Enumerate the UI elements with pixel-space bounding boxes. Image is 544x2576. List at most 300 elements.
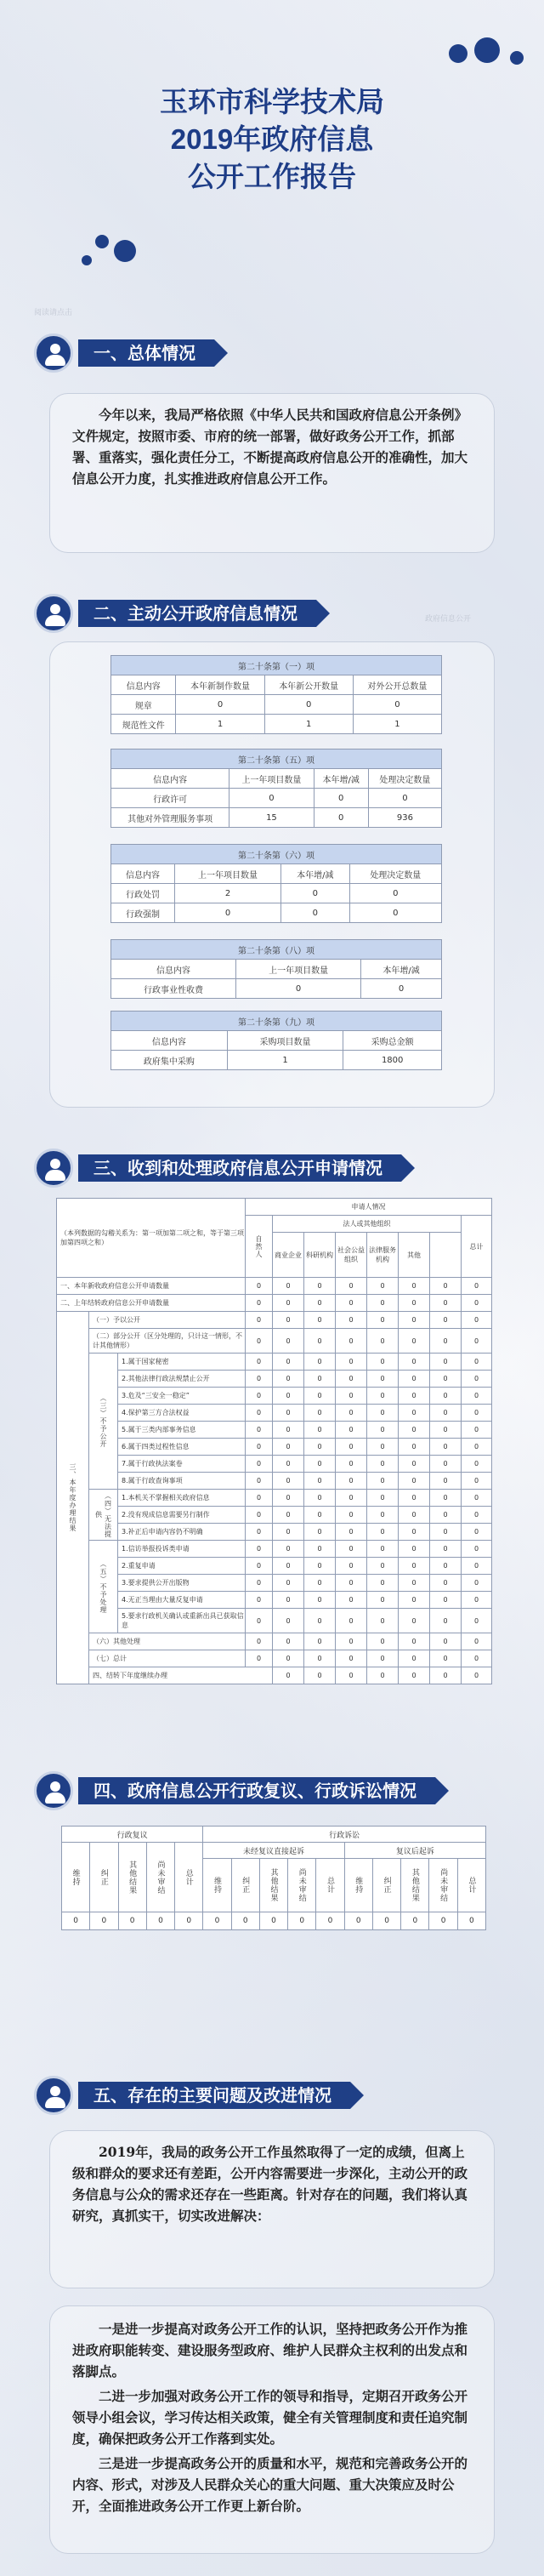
table-cell: 0 xyxy=(304,1388,336,1405)
table-cell: 0 xyxy=(336,1507,367,1524)
table-cell: 0 xyxy=(273,1473,304,1490)
col-header: 采购总金额 xyxy=(343,1031,442,1051)
table-cell: 1 xyxy=(353,715,441,734)
table-cell: 0 xyxy=(336,1633,367,1650)
table-cell: 0 xyxy=(336,1558,367,1575)
table-row xyxy=(62,1912,486,1930)
person-icon xyxy=(34,333,73,373)
col-header: 信息内容 xyxy=(111,675,176,695)
table-cell: 0 xyxy=(336,1490,367,1507)
table-cell: 0 xyxy=(281,884,350,903)
table-cell: 0 xyxy=(367,1507,399,1524)
table-cell: 0 xyxy=(246,1473,273,1490)
title-line-1: 玉环市科学技术局 xyxy=(160,86,384,117)
table-cell: 0 xyxy=(246,1295,273,1312)
col-header: 法人或其他组织 xyxy=(273,1216,462,1233)
table-cell: 0 xyxy=(462,1354,492,1371)
col-header: 本年新制作数量 xyxy=(176,675,264,695)
table-cell: 0 xyxy=(462,1667,492,1684)
title-line-3: 公开工作报告 xyxy=(188,161,356,192)
table-cell: 0 xyxy=(462,1592,492,1609)
table-cell: 0 xyxy=(246,1456,273,1473)
table-cell: 0 xyxy=(399,1667,430,1684)
table-cell: 0 xyxy=(336,1422,367,1439)
table-cell: 0 xyxy=(430,1354,462,1371)
table-cell: 其他结果 xyxy=(118,1843,146,1912)
col-header: 本年新公开数量 xyxy=(264,675,353,695)
table-row xyxy=(57,1278,492,1295)
table-cell: 1 xyxy=(264,715,353,734)
table-cell: 15 xyxy=(230,808,314,828)
col-header: 总计 xyxy=(462,1216,492,1278)
table-cell: 0 xyxy=(430,1507,462,1524)
table-cell: 0 xyxy=(367,1524,399,1541)
improvement-3-text: 三是进一步提高政务公开的质量和水平，规范和完善政务公开的内容、形式，对涉及人民群众关心的重大问题、重大决策应及时公开，全面推进政务公开工作更上新台阶。 xyxy=(72,2455,468,2514)
table-title: 第二十条第（六）项 xyxy=(111,845,442,864)
table-cell: 0 xyxy=(336,1473,367,1490)
table-cell: 一、本年新收政府信息公开申请数量 xyxy=(57,1278,246,1295)
col-header: 采购项目数量 xyxy=(227,1031,343,1051)
decor-dot xyxy=(82,255,92,265)
table-cell: 1.本机关不掌握相关政府信息 xyxy=(118,1490,246,1507)
table-cell: 0 xyxy=(367,1456,399,1473)
table-title: 第二十条第（一）项 xyxy=(111,656,442,675)
table-cell: 0 xyxy=(462,1405,492,1422)
table-cell: 0 xyxy=(399,1558,430,1575)
table-cell: 0 xyxy=(462,1507,492,1524)
table-cell: 3.要求提供公开出版物 xyxy=(118,1575,246,1592)
table-cell: 0 xyxy=(399,1524,430,1541)
table-cell: 0 xyxy=(273,1388,304,1405)
table-cell: 0 xyxy=(336,1295,367,1312)
table-cell: 0 xyxy=(462,1650,492,1667)
table-cell: 0 xyxy=(336,1541,367,1558)
table-cell: 尚未审结 xyxy=(429,1859,457,1912)
table-row xyxy=(111,789,442,808)
table-cell: 3.补正后申请内容仍不明确 xyxy=(118,1524,246,1541)
table-cell: 0 xyxy=(246,1329,273,1354)
table-cell: 0 xyxy=(246,1650,273,1667)
table-row xyxy=(57,1592,492,1609)
table-cell: 0 xyxy=(462,1388,492,1405)
table-cell: 0 xyxy=(399,1439,430,1456)
table-cell: 0 xyxy=(399,1507,430,1524)
table-cell: 0 xyxy=(430,1650,462,1667)
table-cell: 0 xyxy=(349,903,441,923)
table-cell: 未经复议直接起诉 xyxy=(203,1843,344,1859)
table-cell: 0 xyxy=(367,1278,399,1295)
table-cell: 0 xyxy=(336,1524,367,1541)
table-cell: 0 xyxy=(430,1295,462,1312)
table-cell: 0 xyxy=(304,1575,336,1592)
table-cell: 0 xyxy=(336,1575,367,1592)
table-cell: 0 xyxy=(430,1439,462,1456)
table-item-5 xyxy=(110,749,442,828)
table-cell: 6.属于四类过程性信息 xyxy=(118,1439,246,1456)
table-cell: 0 xyxy=(336,1650,367,1667)
table-cell: 规章 xyxy=(111,695,176,715)
table-cell: 0 xyxy=(273,1371,304,1388)
table-cell: 0 xyxy=(367,1295,399,1312)
table-cell: 0 xyxy=(246,1633,273,1650)
section-2-title: 二、主动公开政府信息情况 xyxy=(78,600,316,627)
table-cell: 0 xyxy=(273,1329,304,1354)
table-cell: （一）予以公开 xyxy=(89,1312,246,1329)
table-cell: 0 xyxy=(304,1422,336,1439)
table-cell: 0 xyxy=(353,695,441,715)
table-cell: 其他对外管理服务事项 xyxy=(111,808,230,828)
table-cell: 0 xyxy=(246,1524,273,1541)
table-cell: 0 xyxy=(304,1473,336,1490)
table-cell: 4.保护第三方合法权益 xyxy=(118,1405,246,1422)
table-cell: 0 xyxy=(430,1278,462,1295)
col-header: 信息内容 xyxy=(111,960,236,979)
table-cell: 0 xyxy=(336,1609,367,1633)
table-item-9 xyxy=(110,1011,442,1070)
table-cell: 0 xyxy=(246,1312,273,1329)
col-header: 科研机构 xyxy=(304,1233,336,1278)
table-cell: 0 xyxy=(259,1912,287,1930)
table-title: 第二十条第（九）项 xyxy=(111,1012,442,1031)
decor-dot xyxy=(114,240,136,262)
person-icon xyxy=(34,2076,73,2115)
table-cell: 0 xyxy=(462,1329,492,1354)
table-cell: 0 xyxy=(336,1278,367,1295)
table-cell: 0 xyxy=(367,1312,399,1329)
table-cell: 0 xyxy=(288,1912,316,1930)
table-cell: 行政处罚 xyxy=(111,884,175,903)
table-cell: 0 xyxy=(462,1439,492,1456)
col-header: 本年增/减 xyxy=(281,864,350,884)
page-title xyxy=(0,83,544,196)
table-cell: 0 xyxy=(246,1541,273,1558)
table-row xyxy=(57,1422,492,1439)
table-cell: 0 xyxy=(399,1473,430,1490)
table-row xyxy=(111,903,442,923)
table-cell: 0 xyxy=(336,1667,367,1684)
col-header: 上一年项目数量 xyxy=(230,769,314,789)
table-row xyxy=(57,1295,492,1312)
table-cell: 0 xyxy=(367,1371,399,1388)
table-cell: 0 xyxy=(246,1405,273,1422)
table-cell: 0 xyxy=(203,1912,231,1930)
table-row xyxy=(111,808,442,828)
table-cell: 0 xyxy=(273,1541,304,1558)
col-header: 信息内容 xyxy=(111,1031,228,1051)
table-cell: 0 xyxy=(429,1912,457,1930)
table-cell: 0 xyxy=(176,695,264,715)
table-cell: 0 xyxy=(246,1609,273,1633)
table-cell: 0 xyxy=(118,1912,146,1930)
table-cell: 1 xyxy=(176,715,264,734)
table-cell: 0 xyxy=(246,1507,273,1524)
table-cell: 0 xyxy=(304,1524,336,1541)
table-cell: 0 xyxy=(399,1312,430,1329)
table-item-6 xyxy=(110,844,442,923)
table-cell: 0 xyxy=(367,1592,399,1609)
table-cell: 0 xyxy=(361,979,442,999)
table-cell: 0 xyxy=(430,1524,462,1541)
section-1-title: 一、总体情况 xyxy=(78,339,214,367)
row-group: 三、本年度办理结果 xyxy=(57,1312,89,1684)
col-header: 本年增/减 xyxy=(314,769,368,789)
table-cell: 4.无正当理由大量反复申请 xyxy=(118,1592,246,1609)
table-cell: 2.其他法律行政法规禁止公开 xyxy=(118,1371,246,1388)
col-header: 上一年项目数量 xyxy=(175,864,281,884)
table-cell: 0 xyxy=(367,1609,399,1633)
table-cell: 0 xyxy=(336,1592,367,1609)
table-cell: 0 xyxy=(399,1422,430,1439)
table-cell: 维持 xyxy=(344,1859,372,1912)
table-cell: （六）其他处理 xyxy=(89,1633,246,1650)
table-cell: 1 xyxy=(227,1051,343,1070)
table-cell: 0 xyxy=(367,1667,399,1684)
title-line-2: 2019年政府信息 xyxy=(170,123,374,155)
table-cell: 0 xyxy=(462,1422,492,1439)
table-cell: 0 xyxy=(430,1575,462,1592)
person-icon xyxy=(34,594,73,633)
table-cell: 0 xyxy=(273,1278,304,1295)
col-header: 信息内容 xyxy=(111,769,230,789)
table-cell: 0 xyxy=(273,1575,304,1592)
table-cell: 尚未审结 xyxy=(146,1843,174,1912)
table-cell: 0 xyxy=(304,1354,336,1371)
overview-text: 今年以来，我局严格依照《中华人民共和国政府信息公开条例》文件规定，按照市委、市府的统一部署，做好政务公开工作，抓部署、重落实，强化责任分工，不断提高政府信息公开的准确性，加大信息公开力度，扎实推进政府信息公开工作。 xyxy=(72,407,468,487)
decor-dot xyxy=(95,235,109,248)
table-cell: 0 xyxy=(246,1558,273,1575)
table-cell: 0 xyxy=(367,1439,399,1456)
table-cell: 0 xyxy=(246,1278,273,1295)
table-cell: 0 xyxy=(273,1422,304,1439)
table-cell: 0 xyxy=(399,1388,430,1405)
col-header: 其他 xyxy=(399,1233,430,1278)
table-cell: 0 xyxy=(367,1558,399,1575)
table-cell: 0 xyxy=(304,1592,336,1609)
section-5-panel-2 xyxy=(49,2305,495,2554)
table-cell: 3.危及“三安全一稳定” xyxy=(118,1388,246,1405)
col-header: 处理决定数量 xyxy=(368,769,441,789)
application-table xyxy=(56,1198,492,1684)
table-cell: 纠正 xyxy=(372,1859,400,1912)
table-cell: 0 xyxy=(430,1388,462,1405)
table-cell: 纠正 xyxy=(90,1843,118,1912)
table-cell: 0 xyxy=(462,1371,492,1388)
table-cell: 0 xyxy=(462,1278,492,1295)
table-cell: 0 xyxy=(399,1371,430,1388)
table-cell: 0 xyxy=(246,1388,273,1405)
section-5-title: 五、存在的主要问题及改进情况 xyxy=(78,2082,350,2109)
table-cell: 8.属于行政查询事项 xyxy=(118,1473,246,1490)
table-cell: 维持 xyxy=(203,1859,231,1912)
table-cell: 0 xyxy=(430,1633,462,1650)
table-cell: 0 xyxy=(430,1329,462,1354)
table-cell: 0 xyxy=(246,1354,273,1371)
col-header: 社会公益组织 xyxy=(336,1233,367,1278)
col-header: 行政诉讼 xyxy=(203,1827,486,1843)
table-cell: 0 xyxy=(367,1490,399,1507)
table-cell: 0 xyxy=(273,1609,304,1633)
table-cell: 0 xyxy=(430,1371,462,1388)
table-cell: 0 xyxy=(399,1609,430,1633)
table-cell: 0 xyxy=(462,1295,492,1312)
table-cell: 1.属于国家秘密 xyxy=(118,1354,246,1371)
table-cell: 总计 xyxy=(175,1843,203,1912)
decor-dot xyxy=(474,37,500,63)
table-row xyxy=(111,884,442,903)
table-cell: 2.重复申请 xyxy=(118,1558,246,1575)
table-cell: 二、上年结转政府信息公开申请数量 xyxy=(57,1295,246,1312)
table-cell: 0 xyxy=(273,1405,304,1422)
table-cell: 0 xyxy=(462,1575,492,1592)
table-cell: 0 xyxy=(430,1609,462,1633)
table-cell: （七）总计 xyxy=(89,1650,246,1667)
table-cell: 0 xyxy=(273,1558,304,1575)
table-cell: 纠正 xyxy=(231,1859,259,1912)
table-row xyxy=(57,1371,492,1388)
table-cell: 0 xyxy=(304,1667,336,1684)
table-cell: 其他结果 xyxy=(401,1859,429,1912)
table-cell: 0 xyxy=(368,789,441,808)
table-cell: 0 xyxy=(273,1456,304,1473)
table-cell: 0 xyxy=(401,1912,429,1930)
table-cell: 0 xyxy=(462,1558,492,1575)
section-4-title: 四、政府信息公开行政复议、行政诉讼情况 xyxy=(78,1777,435,1804)
table-cell: 0 xyxy=(336,1388,367,1405)
table-cell: 0 xyxy=(367,1329,399,1354)
table-cell: 0 xyxy=(349,884,441,903)
review-litigation-table xyxy=(61,1826,486,1930)
table-cell: 0 xyxy=(246,1490,273,1507)
table-cell: 0 xyxy=(146,1912,174,1930)
table-cell: 0 xyxy=(246,1371,273,1388)
table-cell: 0 xyxy=(175,1912,203,1930)
table-cell: 0 xyxy=(399,1575,430,1592)
table-row xyxy=(57,1439,492,1456)
table-row xyxy=(57,1329,492,1354)
table-cell: 0 xyxy=(273,1312,304,1329)
table-cell: 0 xyxy=(430,1490,462,1507)
table-cell: 0 xyxy=(246,1439,273,1456)
table-cell: 0 xyxy=(336,1439,367,1456)
table-row xyxy=(57,1473,492,1490)
table-item-8 xyxy=(110,939,442,999)
table-cell: 0 xyxy=(372,1912,400,1930)
col-header: 处理决定数量 xyxy=(349,864,441,884)
table-cell: 0 xyxy=(230,789,314,808)
col-header: 申请人情况 xyxy=(246,1199,492,1216)
table-cell: 0 xyxy=(462,1633,492,1650)
table-cell: 0 xyxy=(304,1609,336,1633)
table-row xyxy=(57,1633,492,1650)
table-cell: 0 xyxy=(304,1541,336,1558)
table-cell: 0 xyxy=(236,979,361,999)
table-cell: 0 xyxy=(430,1592,462,1609)
table-cell: 0 xyxy=(304,1405,336,1422)
table-cell: 0 xyxy=(175,903,281,923)
table-cell: 0 xyxy=(462,1312,492,1329)
improvement-2-text: 二进一步加强对政务公开工作的领导和指导，定期召开政务公开领导小组会议，学习传达相关政策，健全有关管理制度和责任追究制度，确保把政务公开工作落到实处。 xyxy=(72,2388,468,2447)
table-cell: 0 xyxy=(273,1650,304,1667)
col-header xyxy=(430,1233,462,1278)
table-cell: 0 xyxy=(304,1329,336,1354)
table-cell: 0 xyxy=(304,1633,336,1650)
table-cell: 0 xyxy=(304,1507,336,1524)
table-cell: 0 xyxy=(367,1405,399,1422)
table-cell: 维持 xyxy=(62,1843,90,1912)
table-cell: 政府集中采购 xyxy=(111,1051,228,1070)
table-item-1 xyxy=(110,655,442,734)
table-cell: 0 xyxy=(430,1473,462,1490)
col-header: 对外公开总数量 xyxy=(353,675,441,695)
table-cell: 0 xyxy=(304,1295,336,1312)
table-cell: 0 xyxy=(336,1312,367,1329)
table-cell: 0 xyxy=(399,1329,430,1354)
table-row xyxy=(57,1575,492,1592)
table-cell: （二）部分公开（区分处理的，只计这一情形，不计其他情形） xyxy=(89,1329,246,1354)
table-cell: 0 xyxy=(399,1541,430,1558)
table-row xyxy=(57,1524,492,1541)
section-1-panel xyxy=(49,393,495,553)
table-cell: 1.信访举报投诉类申请 xyxy=(118,1541,246,1558)
table-cell: 0 xyxy=(430,1456,462,1473)
table-cell: 0 xyxy=(430,1667,462,1684)
watermark: 政府信息公开 xyxy=(425,615,472,624)
table-cell: 0 xyxy=(399,1456,430,1473)
table-cell: 0 xyxy=(62,1912,90,1930)
table-cell: 0 xyxy=(399,1278,430,1295)
table-row xyxy=(57,1558,492,1575)
table-cell: 936 xyxy=(368,808,441,828)
table-cell: 0 xyxy=(336,1329,367,1354)
table-cell: 2 xyxy=(175,884,281,903)
table-cell: 0 xyxy=(430,1422,462,1439)
table-row xyxy=(57,1456,492,1473)
table-cell: 0 xyxy=(316,1912,344,1930)
table-note: （本列数据的勾稽关系为：第一项加第二项之和，等于第三项加第四项之和） xyxy=(57,1199,246,1278)
table-cell: 0 xyxy=(304,1456,336,1473)
table-cell: 0 xyxy=(273,1354,304,1371)
table-cell: 0 xyxy=(367,1575,399,1592)
table-cell: 0 xyxy=(336,1354,367,1371)
table-cell: 总计 xyxy=(316,1859,344,1912)
table-row xyxy=(57,1312,492,1329)
table-cell: 行政强制 xyxy=(111,903,175,923)
section-3-title: 三、收到和处理政府信息公开申请情况 xyxy=(78,1154,401,1182)
decor-dot xyxy=(449,44,468,63)
table-row xyxy=(57,1541,492,1558)
table-cell: 0 xyxy=(273,1507,304,1524)
table-cell: 0 xyxy=(246,1422,273,1439)
table-cell: 0 xyxy=(367,1541,399,1558)
table-cell: 尚未审结 xyxy=(288,1859,316,1912)
table-row xyxy=(111,1051,442,1070)
table-cell: 0 xyxy=(246,1592,273,1609)
table-cell: 0 xyxy=(273,1295,304,1312)
table-cell: 0 xyxy=(344,1912,372,1930)
table-cell: 0 xyxy=(462,1541,492,1558)
table-cell: 5.要求行政机关确认或重新出具已获取信息 xyxy=(118,1609,246,1633)
table-cell: 7.属于行政执法案卷 xyxy=(118,1456,246,1473)
table-cell: 0 xyxy=(399,1405,430,1422)
table-cell: 0 xyxy=(399,1592,430,1609)
table-row xyxy=(57,1507,492,1524)
table-cell: 0 xyxy=(430,1312,462,1329)
table-cell: 0 xyxy=(399,1354,430,1371)
table-cell: 0 xyxy=(399,1295,430,1312)
person-icon xyxy=(34,1771,73,1810)
table-cell: 0 xyxy=(399,1633,430,1650)
table-cell: 规范性文件 xyxy=(111,715,176,734)
